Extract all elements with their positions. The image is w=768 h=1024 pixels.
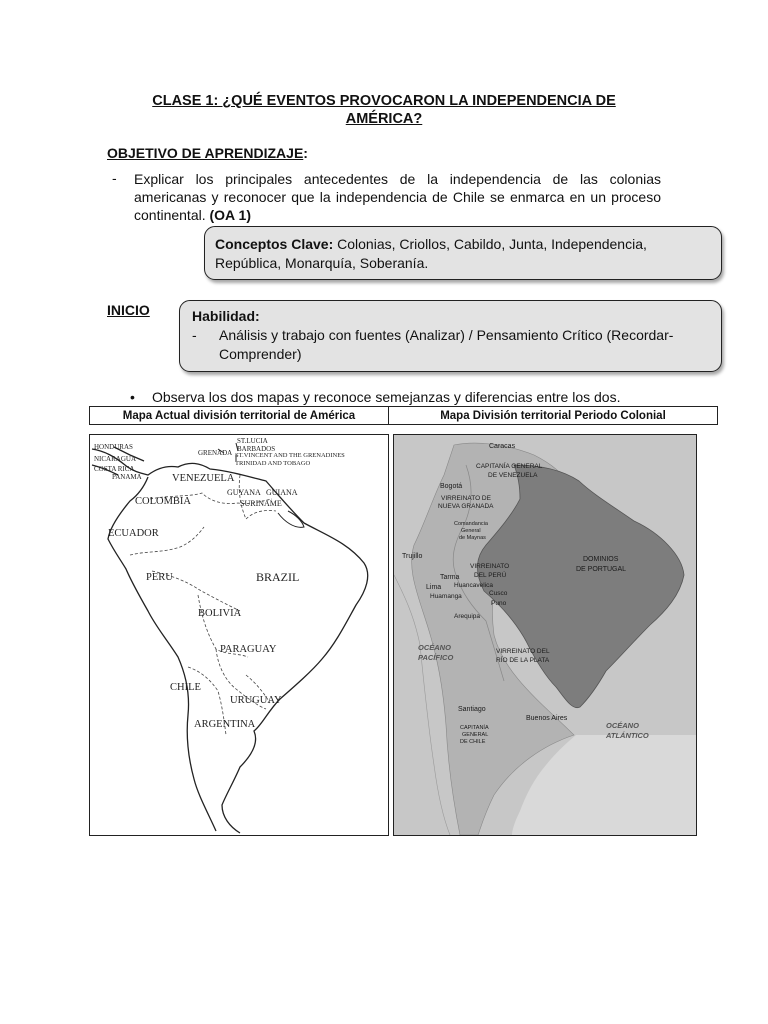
title-line-2: AMÉRICA? xyxy=(345,111,423,127)
map-colonial-shapes xyxy=(394,435,696,835)
map-label-argentina: ARGENTINA xyxy=(194,719,256,730)
map-label-peru: PERU xyxy=(146,572,173,583)
map-label-bogota: Bogotá xyxy=(440,483,463,490)
map-label-plata-2: RÍO DE LA PLATA xyxy=(496,657,550,664)
concepts-text: Colonias, Criollos, Cabildo, Junta, Independencia, República, Monarquía, Soberanía. xyxy=(215,236,647,271)
map-label-atlantico-2: ATLÁNTICO xyxy=(606,731,649,740)
maps-table-col-colonial: Mapa División territorial Periodo Colonial xyxy=(389,407,718,425)
map-label-vng-2: NUEVA GRANADA xyxy=(438,503,494,510)
map-label-arequipa: Arequipa xyxy=(454,613,481,620)
map-label-atlantico-1: OCÉANO xyxy=(606,721,639,730)
map-label-venezuela: VENEZUELA xyxy=(172,473,235,484)
inicio-heading: INICIO xyxy=(107,302,150,318)
map-label-cap-venezuela-2: DE VENEZUELA xyxy=(488,472,538,479)
map-label-maynas-2: General xyxy=(461,528,481,534)
map-label-cusco: Cusco xyxy=(489,590,508,597)
map-label-puno: Puno xyxy=(491,600,507,607)
map-label-costa-rica: COSTA RICA xyxy=(94,465,135,473)
map-label-trinidad: TRINIDAD AND TOBAGO xyxy=(235,460,311,467)
concepts-box xyxy=(204,226,722,280)
map-label-brazil: BRAZIL xyxy=(256,570,300,584)
maps-table xyxy=(89,406,718,425)
skill-box xyxy=(179,300,722,372)
map-label-guyana: GUYANA xyxy=(227,488,261,497)
objective-text xyxy=(134,170,661,224)
map-label-maynas-1: Comandancia xyxy=(454,521,488,527)
page-title xyxy=(120,92,648,128)
map-label-honduras: HONDURAS xyxy=(94,443,133,451)
map-label-vng-1: VIRREINATO DE xyxy=(441,495,491,502)
objective-code: (OA 1) xyxy=(209,207,251,223)
map-label-maynas-3: de Maynas xyxy=(459,535,486,541)
objective-heading-colon: : xyxy=(303,145,308,161)
map-label-trujillo: Trujillo xyxy=(402,553,423,560)
map-label-pacifico-2: PACÍFICO xyxy=(418,653,454,662)
title-line-1: CLASE 1: ¿QUÉ EVENTOS PROVOCARON LA INDEPENDENCIA DE xyxy=(152,93,616,109)
concepts-label: Conceptos Clave: xyxy=(215,236,334,252)
map-label-paraguay: PARAGUAY xyxy=(220,644,277,655)
map-label-buenos-aires: Buenos Aires xyxy=(526,715,568,722)
instruction-bullet: • xyxy=(130,389,135,405)
map-label-grenada: GRENADA xyxy=(198,449,233,457)
map-label-tarma: Tarma xyxy=(440,574,460,581)
map-label-capchile-1: CAPITANÍA xyxy=(460,725,489,731)
objective-dash: - xyxy=(112,170,117,186)
map-label-bolivia: BOLIVIA xyxy=(198,608,242,619)
map-label-nicaragua: NICARAGUA xyxy=(94,455,136,463)
map-label-plata-1: VIRREINATO DEL xyxy=(496,648,550,655)
map-label-suriname: SURINAME xyxy=(240,499,282,508)
map-label-santiago: Santiago xyxy=(458,706,486,713)
map-label-guiana: GUIANA xyxy=(266,488,298,497)
objective-heading xyxy=(107,145,308,161)
instruction-text: Observa los dos mapas y reconoce semejanzas y diferencias entre los dos. xyxy=(152,389,621,405)
skill-dash: - xyxy=(192,327,197,343)
map-label-chile: CHILE xyxy=(170,682,201,693)
skill-label: Habilidad: xyxy=(192,308,260,324)
map-label-huancavelica: Huancavelica xyxy=(454,582,494,589)
map-label-colombia: COLOMBIA xyxy=(135,496,192,507)
map-label-vperu-1: VIRREINATO xyxy=(470,563,510,570)
map-label-huamanga: Huamanga xyxy=(430,593,462,600)
map-colonial xyxy=(393,434,697,836)
map-label-st-vincent: ST.VINCENT AND THE GRENADINES xyxy=(235,452,345,459)
objective-body: Explicar los principales antecedentes de la independencia de las colonias americanas y reconocer que la independencia de Chile se enmarca en un proceso continental. xyxy=(134,171,661,223)
map-label-caracas: Caracas xyxy=(489,443,516,450)
map-label-vperu-2: DEL PERÚ xyxy=(474,572,507,579)
map-label-dominios-2: DE PORTUGAL xyxy=(576,566,627,573)
map-label-barbados: BARBADOS xyxy=(237,445,276,453)
map-current xyxy=(89,434,389,836)
map-label-panama: PANAMA xyxy=(112,473,142,481)
map-label-cap-venezuela-1: CAPITANÍA GENERAL xyxy=(476,463,543,470)
map-label-ecuador: ECUADOR xyxy=(108,528,159,539)
map-label-st-lucia: ST.LUCIA xyxy=(237,437,268,445)
map-label-uruguay: URUGUAY xyxy=(230,695,282,706)
skill-item xyxy=(192,326,709,364)
map-label-capchile-3: DE CHILE xyxy=(460,739,486,745)
maps-table-col-current: Mapa Actual división territorial de América xyxy=(90,407,389,425)
map-label-dominios-1: DOMINIOS xyxy=(583,556,619,563)
map-label-capchile-2: GENERAL xyxy=(462,732,489,738)
map-label-pacifico-1: OCÉANO xyxy=(418,643,451,652)
skill-text: Análisis y trabajo con fuentes (Analizar) / Pensamiento Crítico (Recordar-Comprender) xyxy=(219,327,674,362)
map-label-lima: Lima xyxy=(426,584,442,591)
objective-heading-text: OBJETIVO DE APRENDIZAJE xyxy=(107,145,304,161)
